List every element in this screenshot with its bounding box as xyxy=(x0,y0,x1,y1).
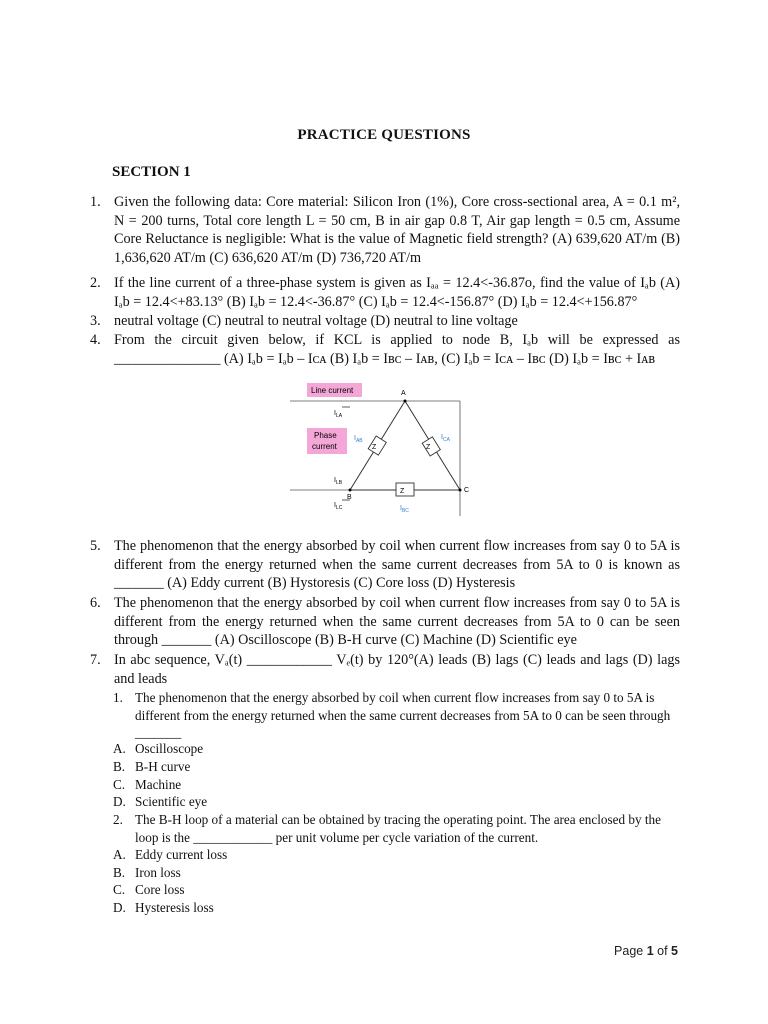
page-footer: Page 1 of 5 xyxy=(614,944,678,958)
option: D. Scientific eye xyxy=(113,794,208,809)
question-3 xyxy=(90,312,680,331)
question-5 xyxy=(90,537,680,593)
question-number: 4. xyxy=(90,332,101,348)
svg-text:Z: Z xyxy=(426,444,431,451)
current-bc-label: $I_{BC}$ xyxy=(400,505,409,514)
node-c-dot xyxy=(459,489,462,492)
option: C. Core loss xyxy=(113,882,185,897)
question-1 xyxy=(90,193,680,267)
node-b-dot xyxy=(349,489,352,492)
question-text: Given the following data: Core material: Silicon Iron (1%), Core cross-sectional area, A = 0.1 m², N = 200 turns, Total core length L = 50 cm, B in air gap 0.8 T, Air gap length = 0.5 cm, Assume Core Reluctance is negligible: What is the value of Magnetic field strength? (A) 639,620 AT/m (B) 1,636,620 AT/m (C) 636,620 AT/m (D) 736,720 AT/m xyxy=(114,194,680,266)
line-current-label: Line current xyxy=(311,386,354,395)
question-text: The phenomenon that the energy absorbed by coil when current flow increases from say 0 to 5A is different from the energy returned when the same current decreases from 5A to 0 can be seen through _______ (A) Oscilloscope (B) B-H curve (C) Machine (D) Scientific eye xyxy=(114,595,680,649)
impedance-ab xyxy=(368,436,386,455)
question-number: 2. xyxy=(90,275,101,291)
current-ca-label: $I_{CA}$ xyxy=(441,434,450,443)
option: A. Eddy current loss xyxy=(113,847,228,862)
question-number: 3. xyxy=(90,313,101,329)
option: B. B-H curve xyxy=(113,759,191,774)
sub-question-number: 2. xyxy=(113,812,123,827)
question-4 xyxy=(90,331,680,368)
sub-question-text: The B-H loop of a material can be obtained by tracing the operating point. The area enclosed by the loop is the ____________ per unit volume per cycle variation of the current. xyxy=(135,812,661,845)
question-text: In abc sequence, Vₐ(t) ____________ Vₑ(t) by 120°(A) leads (B) lags (C) leads and lags (D) lags and leads xyxy=(114,652,680,687)
question-text: From the circuit given below, if KCL is applied to node B, Iₐb will be expressed as _______________ (A) Iₐb = Iₐb – Iᴄᴀ (B) Iₐb = Iʙᴄ – Iᴀʙ, (C) Iₐb = Iᴄᴀ – Iʙᴄ (D) Iₐb = Iʙᴄ + Iᴀʙ xyxy=(114,332,680,367)
current-ab-label: $I_{AB}$ xyxy=(354,435,363,444)
node-c-label: C xyxy=(464,487,470,494)
impedance-bc xyxy=(396,483,414,496)
option: C. Machine xyxy=(113,777,182,792)
question-number: 6. xyxy=(90,595,101,611)
current-lb-label: $I_{LB}$ xyxy=(334,477,343,486)
current-lc-label: $I_{LC}$ xyxy=(334,502,343,511)
question-text: The phenomenon that the energy absorbed by coil when current flow increases from say 0 to 5A is different from the energy returned when the same current decreases from 5A to 0 is known as _______ (A) Eddy current (B) Hystoresis (C) Core loss (D) Hysteresis xyxy=(114,538,680,592)
question-number: 7. xyxy=(90,652,101,668)
page-title: PRACTICE QUESTIONS xyxy=(297,127,471,143)
option: A. Oscilloscope xyxy=(113,741,204,756)
question-number: 1. xyxy=(90,194,101,210)
option: D. Hysteresis loss xyxy=(113,900,214,915)
sub-question-text: The phenomenon that the energy absorbed by coil when current flow increases from say 0 to 5A is different from the energy returned when the same current decreases from 5A to 0 can be seen through _______ xyxy=(135,690,671,741)
phase-current-label-2: current xyxy=(312,442,337,451)
sub-question-2 xyxy=(113,811,683,846)
svg-text:Z: Z xyxy=(400,488,405,495)
question-number: 5. xyxy=(90,538,101,554)
option: B. Iron loss xyxy=(113,865,181,880)
current-la-label: $I_{LA}$ xyxy=(334,410,343,419)
section-heading: SECTION 1 xyxy=(112,164,191,180)
question-6 xyxy=(90,594,680,650)
node-b-label: B xyxy=(347,494,352,501)
sub-question-number: 1. xyxy=(113,690,123,705)
svg-text:Z: Z xyxy=(372,444,377,451)
sub-question-1 xyxy=(113,689,683,742)
node-a-label: A xyxy=(401,390,406,397)
delta-circuit-diagram xyxy=(290,380,475,520)
question-2 xyxy=(90,274,680,311)
node-a-dot xyxy=(404,400,407,403)
question-7 xyxy=(90,651,680,688)
question-text: If the line current of a three-phase system is given as Iₐₐ = 12.4<-36.87o, find the value of Iₐb (A) Iₐb = 12.4<+83.13° (B) Iₐb = 12.4<-36.87° (C) Iₐb = 12.4<-156.87° (D) Iₐb = 12.4<+156.87° xyxy=(114,275,680,310)
phase-current-label-1: Phase xyxy=(314,431,337,440)
question-text: neutral voltage (C) neutral to neutral voltage (D) neutral to line voltage xyxy=(114,313,518,329)
